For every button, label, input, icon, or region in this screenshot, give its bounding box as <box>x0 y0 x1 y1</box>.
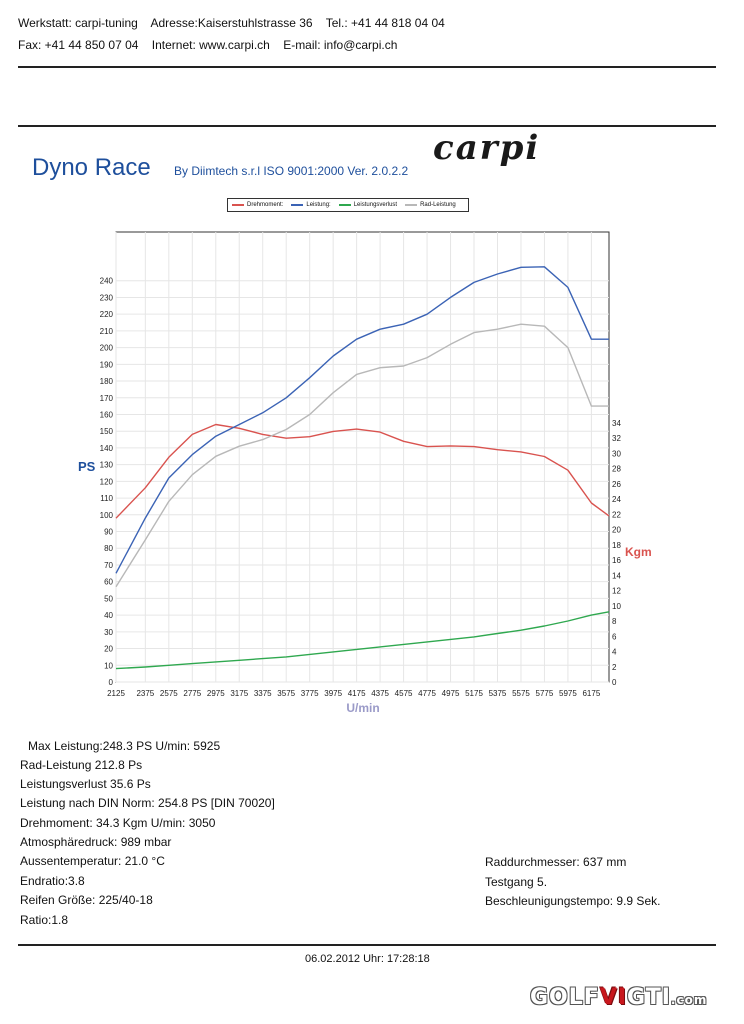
watermark-com: .com <box>670 993 708 1007</box>
y-right-tick-label: 30 <box>612 449 621 459</box>
y-right-tick-label: 4 <box>612 647 617 657</box>
x-tick-label: 2575 <box>159 689 178 698</box>
header-divider-top <box>18 66 716 68</box>
legend-swatch <box>291 204 303 206</box>
report-subtitle: By Diimtech s.r.l ISO 9001:2000 Ver. 2.0.2.2 <box>174 164 409 178</box>
y-left-tick-label: 60 <box>104 577 113 587</box>
y-left-axis-label: PS <box>78 459 96 474</box>
legend-label: Leistungsverlust <box>353 202 398 208</box>
carpi-logo: carpi <box>433 128 541 168</box>
report-datetime: 06.02.2012 Uhr: 17:28:18 <box>305 953 430 965</box>
stat-test-gear: Testgang 5. <box>485 875 548 889</box>
y-left-tick-label: 90 <box>104 527 113 537</box>
y-left-tick-label: 160 <box>99 410 113 420</box>
series-line-leistungsverlust <box>116 612 609 669</box>
y-left-tick-label: 140 <box>99 443 113 453</box>
y-right-tick-label: 18 <box>612 540 621 550</box>
legend-item-rad-leistung <box>405 202 456 208</box>
y-left-tick-label: 130 <box>99 460 113 470</box>
x-tick-label: 4575 <box>394 689 413 698</box>
header-email: E-mail: info@carpi.ch <box>283 38 398 52</box>
y-left-tick-label: 230 <box>99 293 113 303</box>
y-left-tick-label: 170 <box>99 393 113 403</box>
dyno-chart <box>0 220 744 720</box>
stat-tyre-size: Reifen Größe: 225/40-18 <box>20 893 153 907</box>
y-right-tick-label: 26 <box>612 479 621 489</box>
y-right-tick-label: 10 <box>612 601 621 611</box>
y-right-tick-label: 24 <box>612 495 621 505</box>
legend-swatch <box>339 204 351 206</box>
y-right-tick-label: 32 <box>612 434 621 444</box>
y-left-tick-label: 80 <box>104 544 113 554</box>
series-line-drehmoment <box>116 425 609 519</box>
y-left-tick-label: 0 <box>108 678 113 687</box>
y-right-tick-label: 28 <box>612 464 621 474</box>
stat-din-power: Leistung nach DIN Norm: 254.8 PS [DIN 70020] <box>20 796 275 810</box>
x-tick-label: 5775 <box>535 689 554 698</box>
x-tick-label: 3975 <box>324 689 343 698</box>
header-website: Internet: www.carpi.ch <box>151 38 270 52</box>
y-right-tick-label: 2 <box>612 662 617 672</box>
y-left-tick-label: 150 <box>99 427 113 437</box>
stat-max-power: Max Leistung:248.3 PS U/min: 5925 <box>28 739 221 753</box>
y-right-tick-label: 8 <box>612 617 617 627</box>
report-title: Dyno Race <box>32 154 151 181</box>
x-tick-label: 5975 <box>559 689 577 698</box>
watermark-golf: GOLF <box>530 985 600 1010</box>
stat-wheel-diameter: Raddurchmesser: 637 mm <box>485 855 627 869</box>
x-axis-label: U/min <box>346 701 380 715</box>
x-tick-label: 2375 <box>136 689 155 698</box>
x-tick-label: 6175 <box>582 689 601 698</box>
y-left-tick-label: 240 <box>99 276 113 286</box>
x-tick-label: 4175 <box>347 689 366 698</box>
stat-power-loss: Leistungsverlust 35.6 Ps <box>20 777 151 791</box>
y-right-tick-label: 14 <box>612 571 621 581</box>
series-line-rad-leistung <box>116 324 609 587</box>
legend-label: Rad-Leistung <box>420 202 456 208</box>
y-left-tick-label: 120 <box>99 477 113 487</box>
series-line-leistung <box>116 267 609 574</box>
stat-endratio: Endratio:3.8 <box>20 874 85 888</box>
golfvi-gti-watermark <box>530 985 707 1010</box>
stat-torque: Drehmoment: 34.3 Kgm U/min: 3050 <box>20 816 216 830</box>
header-divider-bottom <box>18 125 716 127</box>
stat-temperature: Aussentemperatur: 21.0 °C <box>20 854 165 868</box>
stat-acceleration: Beschleunigungstempo: 9.9 Sek. <box>485 894 661 908</box>
legend-swatch <box>405 204 417 206</box>
y-right-tick-label: 6 <box>612 632 617 642</box>
x-tick-label: 2125 <box>107 689 125 698</box>
y-right-tick-label: 22 <box>612 510 621 520</box>
y-left-tick-label: 180 <box>99 377 113 387</box>
y-right-tick-label: 20 <box>612 525 621 535</box>
y-right-tick-label: 34 <box>612 419 621 428</box>
x-tick-label: 5175 <box>465 689 483 698</box>
header-workshop: Werkstatt: carpi-tuning <box>18 16 138 30</box>
y-left-tick-label: 20 <box>104 644 113 654</box>
y-left-tick-label: 50 <box>104 594 113 604</box>
y-left-tick-label: 110 <box>100 494 113 504</box>
legend-item-drehmoment <box>232 202 283 208</box>
x-tick-label: 2975 <box>206 689 225 698</box>
y-left-tick-label: 10 <box>104 661 113 671</box>
y-right-axis-label: Kgm <box>625 545 652 559</box>
watermark-vi: VI <box>599 985 628 1010</box>
legend-item-leistungsverlust <box>339 202 397 208</box>
legend-swatch <box>232 204 244 206</box>
x-tick-label: 2775 <box>183 689 202 698</box>
y-left-tick-label: 30 <box>104 627 113 637</box>
x-tick-label: 3775 <box>300 689 319 698</box>
y-left-tick-label: 40 <box>104 611 113 621</box>
header-line-2 <box>18 38 407 52</box>
footer-divider <box>18 944 716 946</box>
x-tick-label: 3175 <box>230 689 249 698</box>
y-left-tick-label: 200 <box>99 343 113 353</box>
legend-label: Leistung: <box>306 202 331 208</box>
x-tick-label: 5375 <box>488 689 507 698</box>
watermark-gti: GTI <box>627 985 671 1010</box>
y-right-tick-label: 12 <box>612 586 621 596</box>
x-tick-label: 5575 <box>512 689 530 698</box>
y-right-tick-label: 0 <box>612 678 617 687</box>
legend-item-leistung <box>291 202 330 208</box>
stat-ratio: Ratio:1.8 <box>20 913 69 927</box>
x-tick-label: 4775 <box>418 689 436 698</box>
x-tick-label: 4975 <box>441 689 460 698</box>
y-left-tick-label: 70 <box>104 560 113 570</box>
y-left-tick-label: 220 <box>99 310 113 320</box>
x-tick-label: 3575 <box>277 689 296 698</box>
y-left-tick-label: 190 <box>99 360 113 370</box>
header-line-1 <box>18 16 455 30</box>
stat-wheel-power: Rad-Leistung 212.8 Ps <box>20 758 143 772</box>
y-left-tick-label: 100 <box>99 510 113 520</box>
header-phone: Tel.: +41 44 818 04 04 <box>325 16 445 30</box>
stat-pressure: Atmosphäredruck: 989 mbar <box>20 835 172 849</box>
legend-label: Drehmoment: <box>247 202 284 208</box>
header-address: Adresse:Kaiserstuhlstrasse 36 <box>150 16 313 30</box>
x-tick-label: 4375 <box>371 689 390 698</box>
chart-legend <box>227 198 469 212</box>
y-right-tick-label: 16 <box>612 556 621 566</box>
header-fax: Fax: +41 44 850 07 04 <box>18 38 139 52</box>
x-tick-label: 3375 <box>253 689 272 698</box>
y-left-tick-label: 210 <box>99 326 113 336</box>
